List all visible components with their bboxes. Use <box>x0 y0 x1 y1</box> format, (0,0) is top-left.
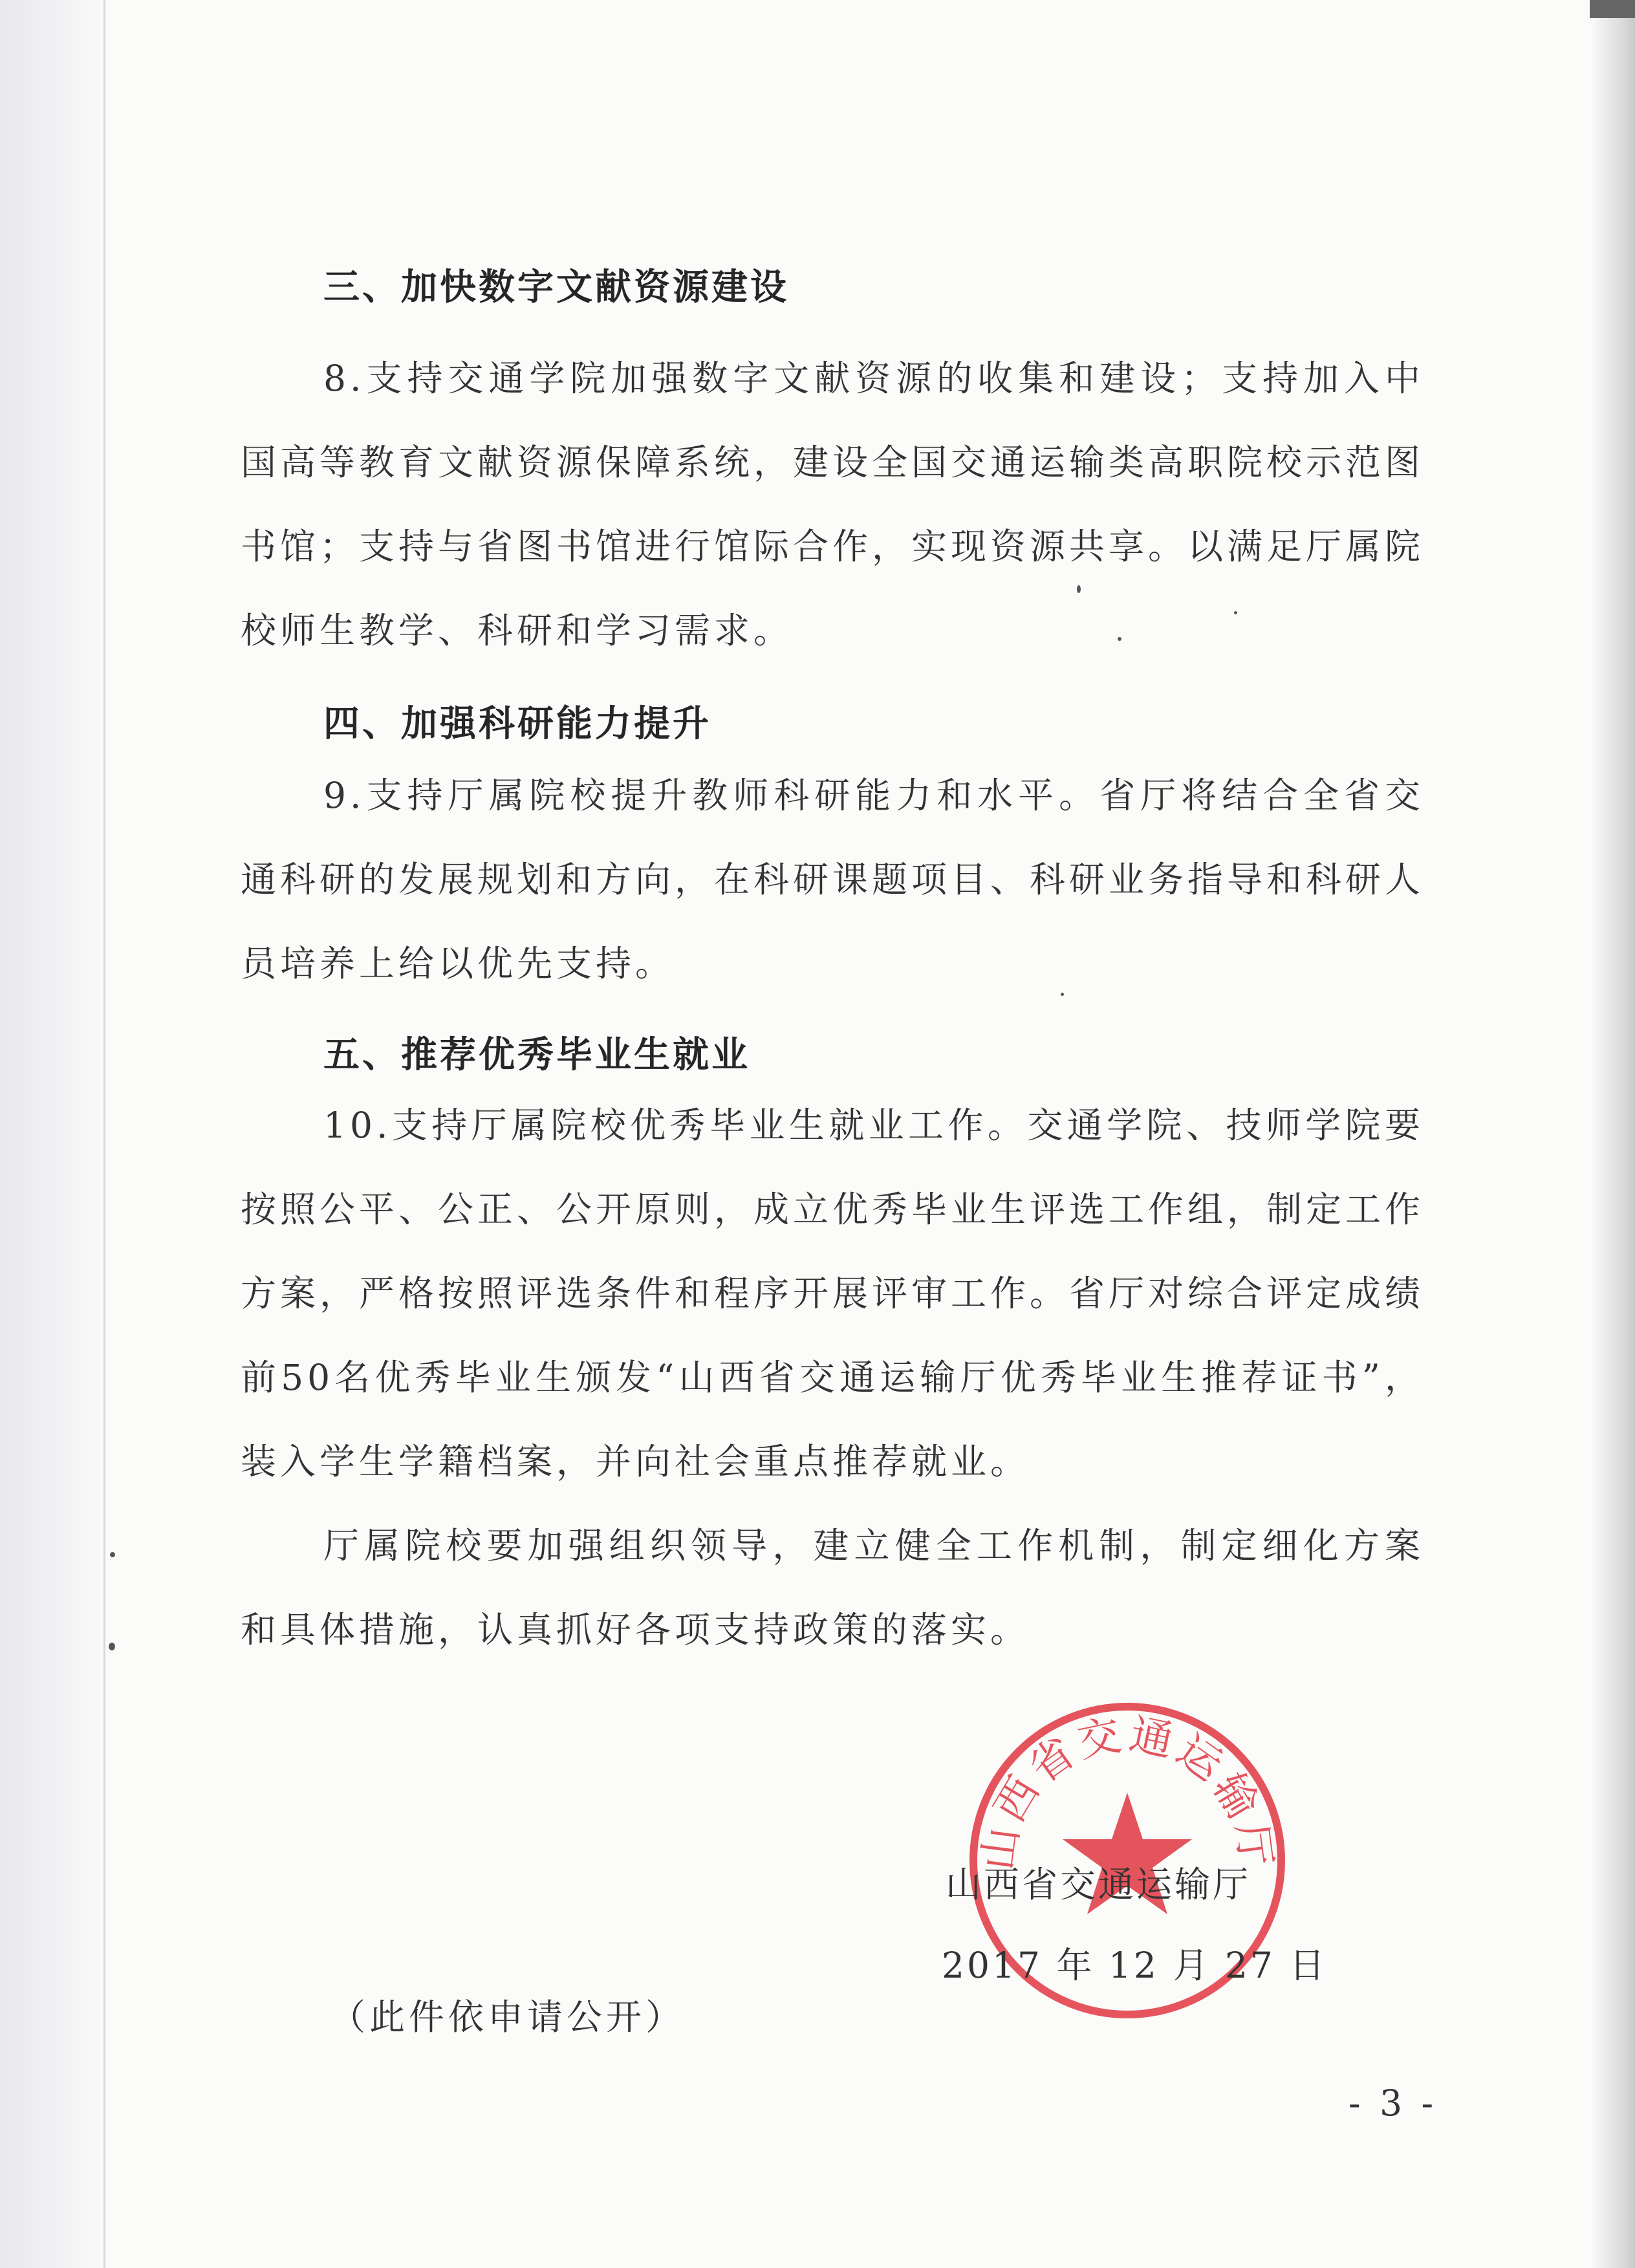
section-paragraph: 8.支持交通学院加强数字文献资源的收集和建设；支持加入中国高等教育文献资源保障系统，建设全国交通运输类高职院校示范图书馆；支持与省图书馆进行馆际合作，实现资源共享。以满足厅属院校师生教学、科研和学习需求。 <box>241 358 1425 651</box>
scan-speck <box>110 1552 115 1557</box>
signature-organization: 山西省交通运输厅 <box>946 1864 1251 1905</box>
scan-speck <box>1234 611 1237 614</box>
page-number: - 3 - <box>1348 2082 1438 2124</box>
svg-text:山西省交通运输厅: 山西省交通运输厅 <box>973 1709 1282 1874</box>
closing-paragraph: 厅属院校要加强组织领导，建立健全工作机制，制定细化方案和具体措施，认真抓好各项支持政策的落实。 <box>241 1525 1424 1650</box>
scan-speck <box>109 1643 115 1650</box>
scan-speck <box>1077 585 1081 593</box>
section-heading: 三、加快数字文献资源建设 <box>323 266 789 308</box>
binding-edge <box>0 0 110 2268</box>
scan-corner-mark <box>1590 0 1635 18</box>
section-paragraph: 9.支持厅属院校提升教师科研能力和水平。省厅将结合全省交通科研的发展规划和方向，在科研课题项目、科研业务指导和科研人员培养上给以优先支持。 <box>241 775 1425 984</box>
section-heading: 五、推荐优秀毕业生就业 <box>323 1034 750 1076</box>
disclosure-note: （此件依申请公开） <box>330 1996 686 2038</box>
scan-speck <box>1061 993 1064 996</box>
section-heading: 四、加强科研能力提升 <box>323 703 711 745</box>
scan-speck <box>1118 637 1121 641</box>
binding-line <box>103 0 105 2268</box>
section-paragraph: 10.支持厅属院校优秀毕业生就业工作。交通学院、技师学院要按照公平、公正、公开原则，成立优秀毕业生评选工作组，制定工作方案，严格按照评选条件和程序开展评审工作。省厅对综合评定成绩前50名优秀毕业生颁发“山西省交通运输厅优秀毕业生推荐证书”，装入学生学籍档案，并向社会重点推荐就业。 <box>241 1105 1425 1482</box>
signature-date: 2017 年 12 月 27 日 <box>942 1945 1328 1986</box>
page-edge-shadow <box>1590 0 1635 2268</box>
